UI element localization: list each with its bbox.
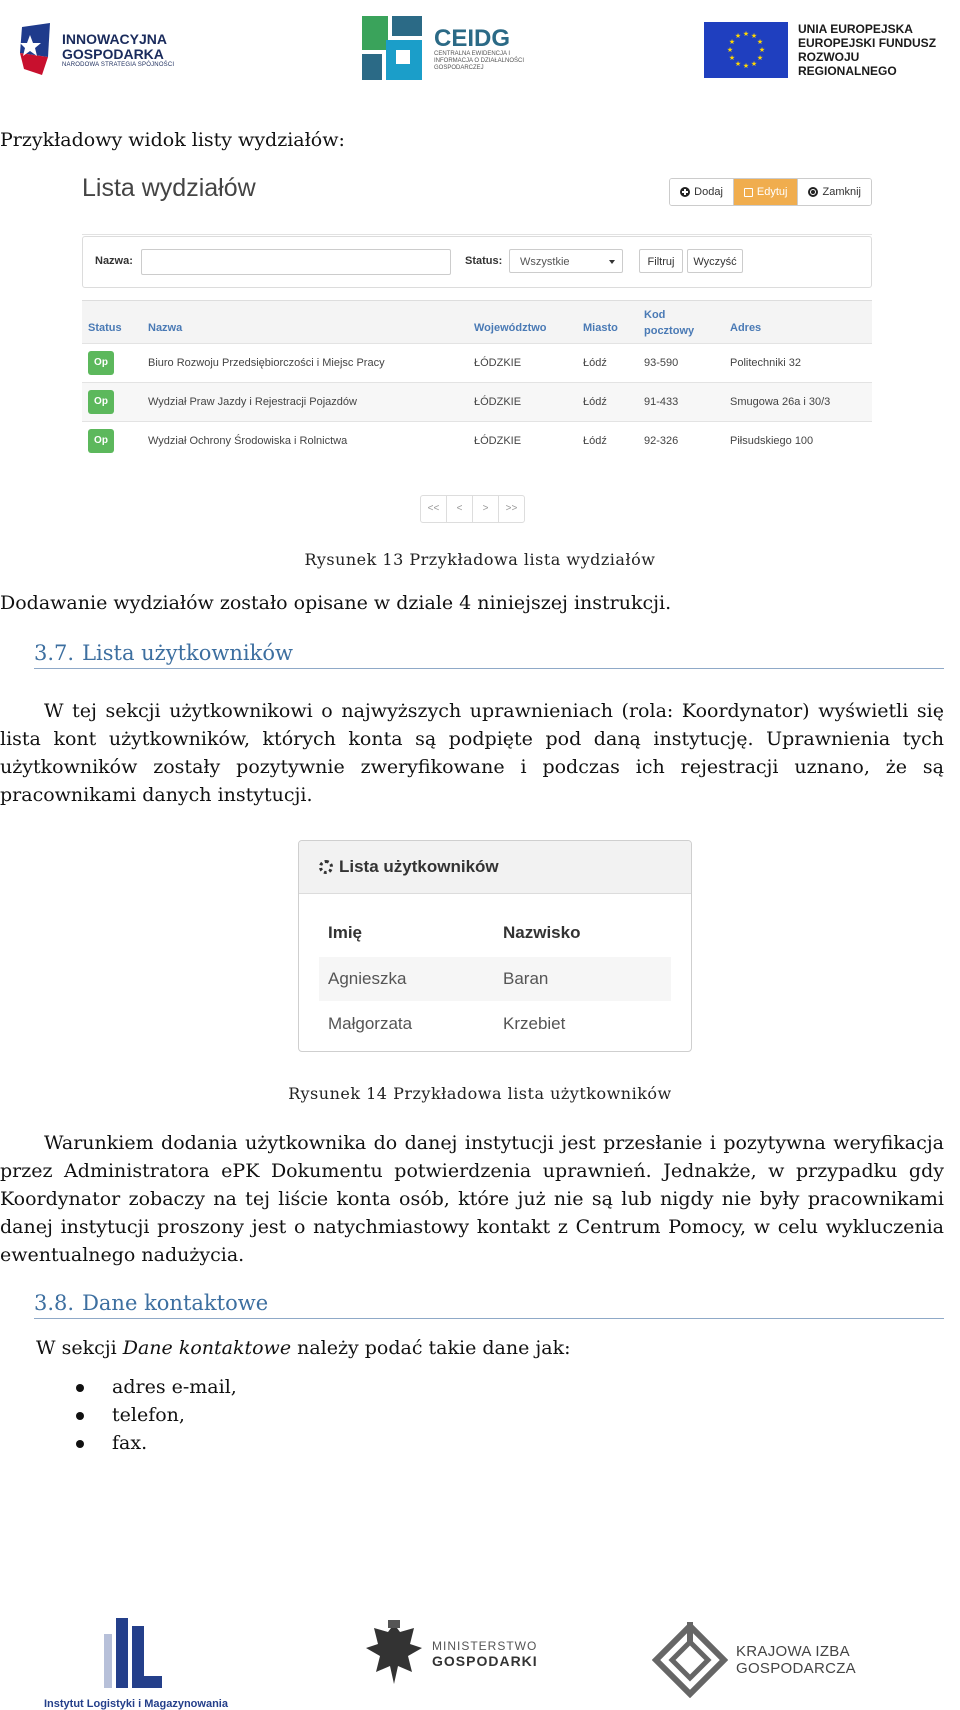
cell-postal: 93-590	[644, 357, 679, 369]
status-badge[interactable]: Op	[88, 351, 114, 375]
figure-14-user-list	[298, 840, 692, 1052]
ministerstwo-gospodarki-logo	[364, 1618, 538, 1690]
eu-line2: EUROPEJSKI FUNDUSZ	[798, 36, 937, 50]
list-item-text: telefon,	[112, 1404, 185, 1426]
col-first-name[interactable]: Imię	[328, 923, 363, 942]
table-header	[82, 300, 872, 343]
cell-address: Politechniki 32	[730, 357, 801, 369]
name-filter-input[interactable]	[141, 249, 451, 275]
department-table	[82, 300, 872, 460]
filter-button[interactable]: Filtruj	[639, 249, 683, 273]
innowacyjna-line2: GOSPODARKA	[62, 46, 164, 62]
cell-city: Łódź	[583, 435, 607, 447]
edit-button-label: Edytuj	[756, 186, 788, 198]
eu-line1: UNIA EUROPEJSKA	[798, 22, 913, 36]
kig-mark-icon	[652, 1622, 728, 1698]
figure-14-caption: Rysunek 14 Przykładowa lista użytkowników	[288, 1084, 672, 1103]
col-postal-line1[interactable]: Kod	[644, 309, 666, 321]
col-postal-line2[interactable]: pocztowy	[644, 325, 695, 337]
kig-name: KRAJOWA IZBA GOSPODARCZA	[736, 1643, 856, 1677]
close-button[interactable]	[798, 179, 871, 205]
svg-text:★: ★	[728, 38, 736, 46]
section-3-8-intro-before: W sekcji	[36, 1337, 123, 1359]
user-list-panel-header	[299, 841, 691, 894]
table-row[interactable]	[82, 382, 872, 421]
section-3-8-number: 3.8.	[34, 1291, 75, 1315]
pager-first-button[interactable]: <<	[421, 496, 447, 522]
add-button[interactable]	[670, 179, 734, 205]
status-filter-value: Wszystkie	[520, 256, 570, 268]
cell-postal: 92-326	[644, 435, 679, 447]
section-3-7-paragraph: W tej sekcji użytkownikowi o najwyższych uprawnieniach (rola: Koordynator) wyświetli się lista kont użytkowników, których konta są podpięte pod daną instytucję. Uprawnienia tych użytkowników zostały pozytywnie zweryfikowane i podczas ich rejestracji uznano, że są pracownikami danych instytucji.	[0, 700, 944, 806]
svg-text:★: ★	[742, 62, 750, 70]
ceidg-logo	[362, 16, 534, 82]
svg-text:★: ★	[756, 38, 764, 46]
cell-city: Łódź	[583, 357, 607, 369]
col-city[interactable]: Miasto	[583, 322, 618, 334]
figure-13-department-list	[82, 170, 872, 525]
eu-line3: ROZWOJU REGIONALNEGO	[798, 50, 897, 78]
eu-flag-icon	[704, 22, 788, 78]
add-button-label: Dodaj	[694, 186, 723, 198]
innowacyjna-line1: INNOWACYJNA	[62, 31, 168, 47]
bullet-icon	[76, 1440, 84, 1448]
close-icon	[808, 187, 818, 197]
section-3-8-intro	[36, 1334, 571, 1362]
svg-text:★: ★	[756, 54, 764, 62]
gear-icon	[319, 860, 333, 874]
pager-prev-button[interactable]: <	[447, 496, 473, 522]
ceidg-name: CEIDG	[434, 24, 511, 52]
section-3-7-heading	[34, 641, 944, 669]
mg-line2: GOSPODARKI	[432, 1653, 538, 1669]
innowacyjna-gospodarka-logo	[20, 18, 174, 82]
table-row[interactable]	[82, 421, 872, 460]
warunkiem-paragraph: Warunkiem dodania użytkownika do danej instytucji jest przesłanie i pozytywna weryfikacja przez Administratora ePK Dokumentu potwierdzenia uprawnień. Jednakże, w przypadku gdy Koordynator zobaczy na tej liście konta osób, które już nie są lub nigdy nie były pracownikami danej instytucji proszony jest o natychmiastowy kontakt z Centrum Pomocy, w celu wykluczenia ewentualnego nadużycia.	[0, 1132, 944, 1266]
col-last-name[interactable]: Nazwisko	[503, 923, 581, 942]
col-name[interactable]: Nazwa	[148, 322, 183, 334]
list-item-text: fax.	[112, 1432, 148, 1454]
cell-last-name: Krzebiet	[503, 1014, 566, 1033]
cell-voivodeship: ŁÓDZKIE	[474, 396, 522, 408]
clear-filter-button[interactable]: Wyczyść	[687, 249, 743, 273]
svg-text:★: ★	[726, 46, 734, 54]
cell-city: Łódź	[583, 396, 607, 408]
status-filter-select[interactable]	[509, 249, 623, 273]
pager-last-button[interactable]: >>	[505, 503, 518, 514]
figure-13-caption: Rysunek 13 Przykładowa lista wydziałów	[304, 550, 656, 569]
svg-text:★: ★	[758, 46, 766, 54]
innowacyjna-gospodarka-mark-icon	[20, 23, 54, 77]
section-3-7-title: Lista użytkowników	[82, 641, 293, 665]
list-item	[72, 1401, 237, 1429]
title-divider	[82, 234, 872, 235]
close-button-label: Zamknij	[822, 186, 861, 198]
cell-postal: 91-433	[644, 396, 679, 408]
list-item	[72, 1429, 237, 1457]
toolbar-button-group	[669, 178, 872, 206]
status-badge[interactable]: Op	[88, 429, 114, 453]
ceidg-subtitle: CENTRALNA EWIDENCJA I INFORMACJA O DZIAŁALNOŚCI GOSPODARCZEJ	[434, 50, 525, 71]
krajowa-izba-gospodarcza-logo	[652, 1622, 960, 1698]
mg-line1: MINISTERSTWO	[432, 1639, 538, 1653]
col-voivodeship[interactable]: Województwo	[474, 322, 547, 334]
edit-button[interactable]	[734, 179, 799, 205]
section-3-8-heading	[34, 1291, 944, 1319]
intro-text: Przykładowy widok listy wydziałów:	[0, 129, 345, 151]
cell-first-name: Agnieszka	[328, 969, 407, 988]
cell-address: Smugowa 26a i 30/3	[730, 396, 831, 408]
section-3-8-intro-italic: Dane kontaktowe	[122, 1337, 292, 1359]
table-row[interactable]	[319, 1002, 671, 1046]
eu-logo	[704, 22, 960, 78]
pagination	[420, 495, 525, 523]
plus-icon	[680, 187, 690, 197]
svg-text:★: ★	[734, 32, 742, 40]
user-list-panel-title: Lista użytkowników	[339, 857, 499, 876]
section-3-8-intro-after: należy podać takie dane jak:	[291, 1337, 571, 1359]
list-item	[72, 1373, 237, 1401]
cell-voivodeship: ŁÓDZKIE	[474, 357, 522, 369]
department-list-title: Lista wydziałów	[82, 174, 256, 202]
table-row[interactable]	[82, 343, 872, 382]
svg-text:★: ★	[750, 60, 758, 68]
filter-panel	[82, 236, 872, 288]
edit-icon	[744, 188, 753, 197]
cell-address: Piłsudskiego 100	[730, 435, 814, 447]
svg-text:★: ★	[742, 30, 750, 38]
bullet-icon	[76, 1412, 84, 1420]
cell-name: Wydział Praw Jazdy i Rejestracji Pojazdów	[148, 396, 357, 408]
cell-voivodeship: ŁÓDZKIE	[474, 435, 522, 447]
cell-first-name: Małgorzata	[328, 1014, 413, 1033]
eagle-icon	[364, 1618, 424, 1690]
status-badge[interactable]: Op	[88, 390, 114, 414]
section-3-8-title: Dane kontaktowe	[82, 1291, 269, 1315]
cell-last-name: Baran	[503, 969, 549, 988]
bullet-icon	[76, 1384, 84, 1392]
svg-text:★: ★	[734, 60, 742, 68]
col-status[interactable]: Status	[88, 322, 122, 334]
svg-text:★: ★	[728, 54, 736, 62]
after-figure-13-text: Dodawanie wydziałów zostało opisane w dziale 4 niniejszej instrukcji.	[0, 592, 672, 614]
ilim-logo	[44, 1614, 228, 1710]
ilim-name: Instytut Logistyki i Magazynowania	[44, 1698, 228, 1710]
cell-name: Wydział Ochrony Środowiska i Rolnictwa	[148, 435, 348, 447]
innowacyjna-line3: NARODOWA STRATEGIA SPÓJNOŚCI	[62, 62, 175, 68]
status-filter-label: Status:	[465, 255, 503, 267]
name-filter-label: Nazwa:	[95, 255, 133, 267]
table-row[interactable]	[319, 957, 671, 1001]
ilim-mark-icon	[44, 1614, 164, 1694]
chevron-down-icon	[609, 260, 615, 264]
list-item-text: adres e-mail,	[112, 1376, 237, 1398]
section-3-7-number: 3.7.	[34, 641, 75, 665]
pager-next-button[interactable]: >	[473, 496, 499, 522]
svg-text:★: ★	[750, 32, 758, 40]
ceidg-mark-icon	[362, 16, 426, 82]
contact-data-list	[72, 1373, 237, 1457]
col-address[interactable]: Adres	[730, 322, 762, 334]
cell-name: Biuro Rozwoju Przedsiębiorczości i Miejsc Pracy	[148, 357, 385, 369]
